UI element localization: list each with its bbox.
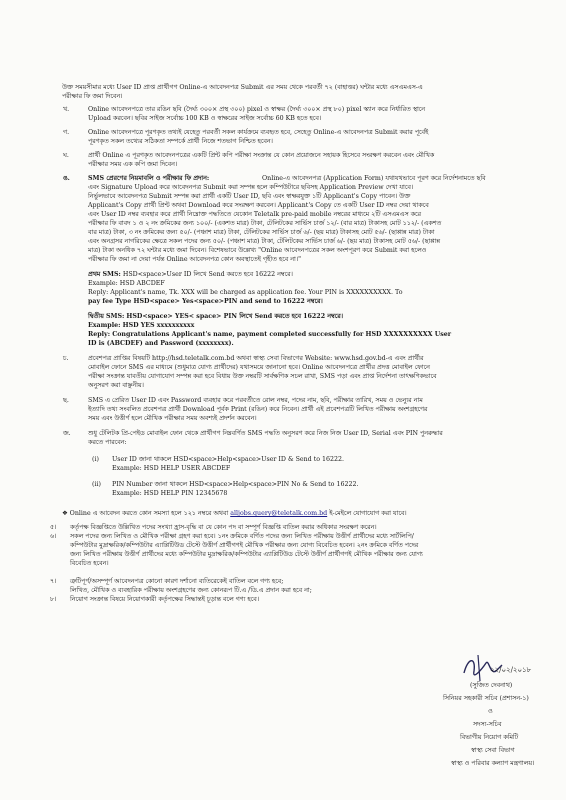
item-line: SMS এ প্রেরিত User ID এবং Password ব্যবহার করে পরবর্তীতে রোল নম্বর, পদের নাম, ছবি, পরীক্ষার তারিখ, সময় ও ভেন্যুর নাম <box>88 397 423 404</box>
num-line: লিখিত, মৌখিক ও ব্যবহারিক পরীক্ষায় অংশগ্রহণের জন্য কোনরূপ টি.এ /ডি.এ প্রদান করা হবে না; <box>70 587 312 594</box>
sms-line: Online-এ আবেদনপত্র (Application Form) যথাযথভাবে পূরণ করে নির্দেশনামতে ছবি <box>262 175 486 182</box>
contact-row <box>62 510 407 519</box>
num-line: নিয়োগ সংক্রান্ত বিষয়ে নিয়োগকারী কর্তৃপক্ষের সিদ্ধান্তই চূড়ান্ত বলে গণ্য হবে। <box>70 596 259 603</box>
sms1-row <box>88 271 293 280</box>
intro-line: পরীক্ষার ফি জমা দিবেন। <box>62 93 123 100</box>
contact-email-link[interactable]: alljobs.query@teletalk.com.bd <box>230 510 328 517</box>
bullet-icon: ❖ <box>62 510 68 517</box>
item-line: Online আবেদনপত্রে তার রঙিন ছবি (দৈর্ঘ্য ৩০০× প্রস্থ ৩০০) pixel ও স্বাক্ষর (দৈর্ঘ্য ৩০০× প্রস্থ ৮০) pixel স্ক্যান করে নির্ধারিত স্থানে <box>88 106 426 113</box>
item-label: গ. <box>63 129 70 136</box>
num-line: সকল পদের জন্য লিখিত ও মৌখিক পরীক্ষা গ্রহণ করা হবে। ১নং ক্রমিকে বর্ণিত পদের জন্য লিখিত পরীক্ষায় উত্তীর্ণ প্রার্থীদের মধ্যে সার্টলিপি/ <box>70 533 414 540</box>
item-label: জ. <box>63 430 71 437</box>
item-line: Upload করবেন। ছবির সাইজ সর্বোচ্চ 100 KB ও স্বাক্ষরের সাইজ সর্বোচ্চ 60 KB হতে হবে। <box>88 115 322 122</box>
num-line: কর্তৃপক্ষ বিজ্ঞপ্তিতে উল্লিখিত পদের সংখ্যা হ্রাস-বৃদ্ধি বা যে কোন পদ বা সম্পূর্ণ বিজ্ঞপ্তি বাতিল করার অধিকার সংরক্ষণ করেন। <box>70 524 377 531</box>
recovery-example: Example: HSD HELP PIN 12345678 <box>112 490 228 497</box>
num-line: ত্রুটিপূর্ণ/অসম্পূর্ণ আবেদনপত্র কোনো কারণ দর্শানো ব্যতিরেকেই বাতিল বলে গণ্য হবে; <box>70 578 284 585</box>
signer-name: (সুজিত দেবনাথ) <box>470 682 513 689</box>
item-line: অনুসরণ করা বাঞ্ছনীয়। <box>88 382 144 389</box>
item-line: মোবাইল ফোনে SMS এর মাধ্যমে (শুধুমাত্র যোগ্য প্রার্থীদের) যথাসময়ে জানানো হবে। Online আবেদনপত্রে প্রার্থীর প্রদত্ত মোবাইল ফোনে <box>88 364 430 371</box>
sms1-reply: Reply: Applicant's name, Tk. XXX will be charged as application fee. Your PIN is XXXXXXXXXX. To <box>88 289 403 296</box>
sms2-text: HSD<space> YES< space> PIN লিখে Send করতে হবে 16222 নম্বরে। <box>126 313 343 320</box>
sms-line: Applicant's Copy প্রার্থী প্রিন্ট অথবা Download করে সংরক্ষণ করবেন। Applicant's Copy তে একটি User ID নম্বর দেয়া থাকবে <box>88 202 429 209</box>
item-label: ঘ. <box>63 152 69 159</box>
num-line: বিবেচিত হবেন। <box>70 560 109 567</box>
sms-line: নির্ভুলভাবে আবেদনপত্র Submit সম্পন্ন করা প্রার্থী একটি User ID, ছবি এবং স্বাক্ষরযুক্ত ১টি Applicant's Copy পাবেন। উক্ত <box>88 193 411 200</box>
sms2-reply: ID is (ABCDEF) and Password (xxxxxxxx). <box>88 340 234 347</box>
sms-line: এবং অনগ্রসর নাগরিকের ক্ষেত্রে সকল পদের জন্য ৫০/- (পঞ্চাশ মাত্র) টাকা, টেলিটকের সার্ভিস চার্জ ৬/- (ছয় মাত্র) টাকাসহ মোট ৫৬/- (ছাপ্পান্ন <box>88 238 440 245</box>
sms2-reply: Reply: Congratulations Applicant's name, payment completed successfully for HSD XXXXXXXXXX User <box>88 331 452 338</box>
num-label: ৫। <box>50 524 57 531</box>
contact-post: ই-মেইলে যোগাযোগ করা যাবে। <box>329 510 407 517</box>
item-label: ঙ. <box>63 175 70 182</box>
sms-line: এবং Signature Upload করে আবেদনপত্র Submit করা সম্পন্ন হলে কম্পিউটারে ছবিসহ Application Preview দেখা যাবে। <box>88 184 414 191</box>
num-label: ৮। <box>50 596 57 603</box>
item-label: খ. <box>63 106 70 113</box>
item-label: ছ. <box>63 397 69 404</box>
signer-and: ও <box>488 708 493 715</box>
num-line: কম্পিউটার মুদ্রাক্ষরিক/কম্পিউটার এ্যাপ্লিটিউড টেস্টে উত্তীর্ণ প্রার্থীগণই মৌখিক পরীক্ষার জন্য যোগ্য বিবেচিত হবেন। ২নং ক্রমিকে বর্ণিত পদের <box>70 542 419 549</box>
item-line: ইত্যাদি তথ্য সংবলিত প্রবেশপত্র প্রার্থী Download পূর্বক Print (রঙিন) করে নিবেন। প্রার্থী এই প্রবেশপত্রটি লিখিত পরীক্ষায় অংশগ্রহণের <box>88 406 428 413</box>
sms2-head: দ্বিতীয় SMS: <box>88 313 125 320</box>
item-line: পরীক্ষার সময় এক কপি জমা দিবেন। <box>88 161 178 168</box>
signature-date: ২২/০২/২০১৮ <box>490 666 532 674</box>
sms-line: পরীক্ষার ফি জমা না দেয়া পর্যন্ত Online আবেদনপত্র কোন অবস্থাতেই গৃহীত হবে না।" <box>88 256 301 263</box>
num-label: ৬। <box>50 533 57 540</box>
item-line: করতে পারবেন: <box>88 439 127 446</box>
sms2-example: Example: HSD YES xxxxxxxxxx <box>88 322 195 329</box>
sms1-reply: pay fee Type HSD<space> Yes<space>PIN and send to 16222 নম্বরে। <box>88 298 323 305</box>
sms-line: মাত্র) টাকা অনধিক ৭২ ঘন্টার মধ্যে জমা দিবেন। বিশেষভাবে উল্লেখ্য "Online আবেদনপত্রের সকল অংশপূরণ করে Submit করা হলেও <box>88 247 427 254</box>
item-line: সময় এবং উত্তীর্ণ হলে মৌখিক পরীক্ষার সময় অবশ্যই প্রদর্শন করবেন। <box>88 415 257 422</box>
item-line: প্রবেশপত্র প্রাপ্তির বিষয়টি http://hsd.teletalk.com.bd অথবা স্বাস্থ্য সেবা বিভাগের Website: www.hsd.gov.bd-এ এবং প্রার্থীর <box>88 355 424 362</box>
sms1-text: HSD<space>User ID লিখে Send করতে হবে 16222 নম্বরে। <box>122 271 293 278</box>
item-line: পরীক্ষা সংক্রান্ত যাবতীয় যোগাযোগ সম্পন্ন করা হবে বিধায় উক্ত নম্বরটি সার্বক্ষণিক সচল রাখা, SMS পড়া এবং প্রাপ্ত নির্দেশনা তাৎক্ষণিকভাবে <box>88 373 437 380</box>
signer-division: স্বাস্থ্য সেবা বিভাগ <box>471 747 515 754</box>
item-line: শুধু টেলিটক প্রি-পেইড মোবাইল ফোন থেকে প্রার্থীগণ নিম্নবর্ণিত SMS পদ্ধতি অনুসরণ করে নিজ নিজ User ID, Serial এবং PIN পুনরুদ্ধার <box>88 430 443 437</box>
sms1-example: Example: HSD ABCDEF <box>88 280 165 287</box>
recovery-label: (ii) <box>92 481 101 488</box>
recovery-line: PIN Number জানা থাকলে HSD<space>Help<space>PIN No & Send to 16222. <box>112 481 359 488</box>
num-label: ৭। <box>50 578 57 585</box>
sms2-row <box>88 313 343 322</box>
item-line: প্রার্থী Online এ পূরণকৃত আবেদনপত্রের একটি প্রিন্ট কপি পরীক্ষা সংক্রান্ত যে কোন প্রয়োজনে সহায়ক হিসেবে সংরক্ষণ করবেন এবং মৌখিক <box>88 152 435 159</box>
intro-line: উক্ত সময়সীমার মধ্যে User ID প্রাপ্ত প্রার্থীগণ Online-এ আবেদনপত্র Submit এর সময় থেকে পরবর্তী ৭২ (বাহাত্তর) ঘন্টার মধ্যে এসএমএস-এ <box>62 84 423 91</box>
sms-heading: SMS প্রেরণের নিয়মাবলি ও পরীক্ষার ফি প্রদান: <box>88 175 210 182</box>
recovery-label: (i) <box>92 456 99 463</box>
signer-role: সদস্য-সচিব <box>473 721 502 728</box>
recovery-line: User ID জানা থাকলে HSD<space>Help<space>User ID & Send to 16222. <box>112 456 345 463</box>
num-line: জন্য লিখিত পরীক্ষায় উত্তীর্ণ প্রার্থীদের মধ্যে কম্পিউটার মুদ্রাক্ষরিক/কম্পিউটার এ্যাপ্লিটিউড টেস্টে উত্তীর্ণ প্রার্থীগণই মৌখিক পরীক্ষার জন্য যোগ্য <box>70 551 423 558</box>
item-line: Online আবেদনপত্রে পূরণকৃত তথ্যই যেহেতু পরবর্তী সকল কার্যক্রমে ব্যবহৃত হবে, সেহেতু Online-এ আবেদনপত্র Submit করার পূর্বেই <box>88 129 429 136</box>
recovery-example: Example: HSD HELP USER ABCDEF <box>112 465 231 472</box>
item-label: চ. <box>63 355 69 362</box>
contact-pre: Online এ আবেদন করতে কোন সমস্যা হলে ১২১ নম্বরে অথবা <box>69 510 229 517</box>
sms-line: পরীক্ষার ফি বাবদ ১ ও ২ নং ক্রমিকের জন্য ১০০/- (একশত মাত্র) টাকা, টেলিটকের সার্ভিস চার্জ ১২/- (বার মাত্র) টাকাসহ মোট ১১২/- (একশত <box>88 220 442 227</box>
sms-line: এবং User ID নম্বর ব্যবহার করে প্রার্থী নিম্নোক্ত পদ্ধতিতে যেকোন Teletalk pre-paid mobile নম্বরের মাধ্যমে ২টি এসএমএস করে <box>88 211 422 218</box>
item-line: পূরণকৃত সকল তথ্যের সঠিকতা সম্পর্কে প্রার্থী নিজে শতভাগ নিশ্চিত হবেন। <box>88 138 273 145</box>
signer-committee: বিভাগীয় নিয়োগ কমিটি <box>460 734 519 741</box>
sms-line: বার মাত্র) টাকা, ৩ নং ক্রমিকের জন্য ৫০/- (পঞ্চাশ মাত্র) টাকা, টেলিটকের সার্ভিস চার্জ ৬/- (ছয় মাত্র) টাকাসহ মোট ৫৬/- (ছাপ্পান্ন মাত্র) টাকা <box>88 229 435 236</box>
sms1-head: প্রথম SMS: <box>88 271 121 278</box>
signer-ministry: স্বাস্থ্য ও পরিবার কল্যাণ মন্ত্রণালয়। <box>451 760 535 767</box>
signer-title: সিনিয়র সহকারী সচিব (প্রশাসন-১) <box>443 695 529 702</box>
